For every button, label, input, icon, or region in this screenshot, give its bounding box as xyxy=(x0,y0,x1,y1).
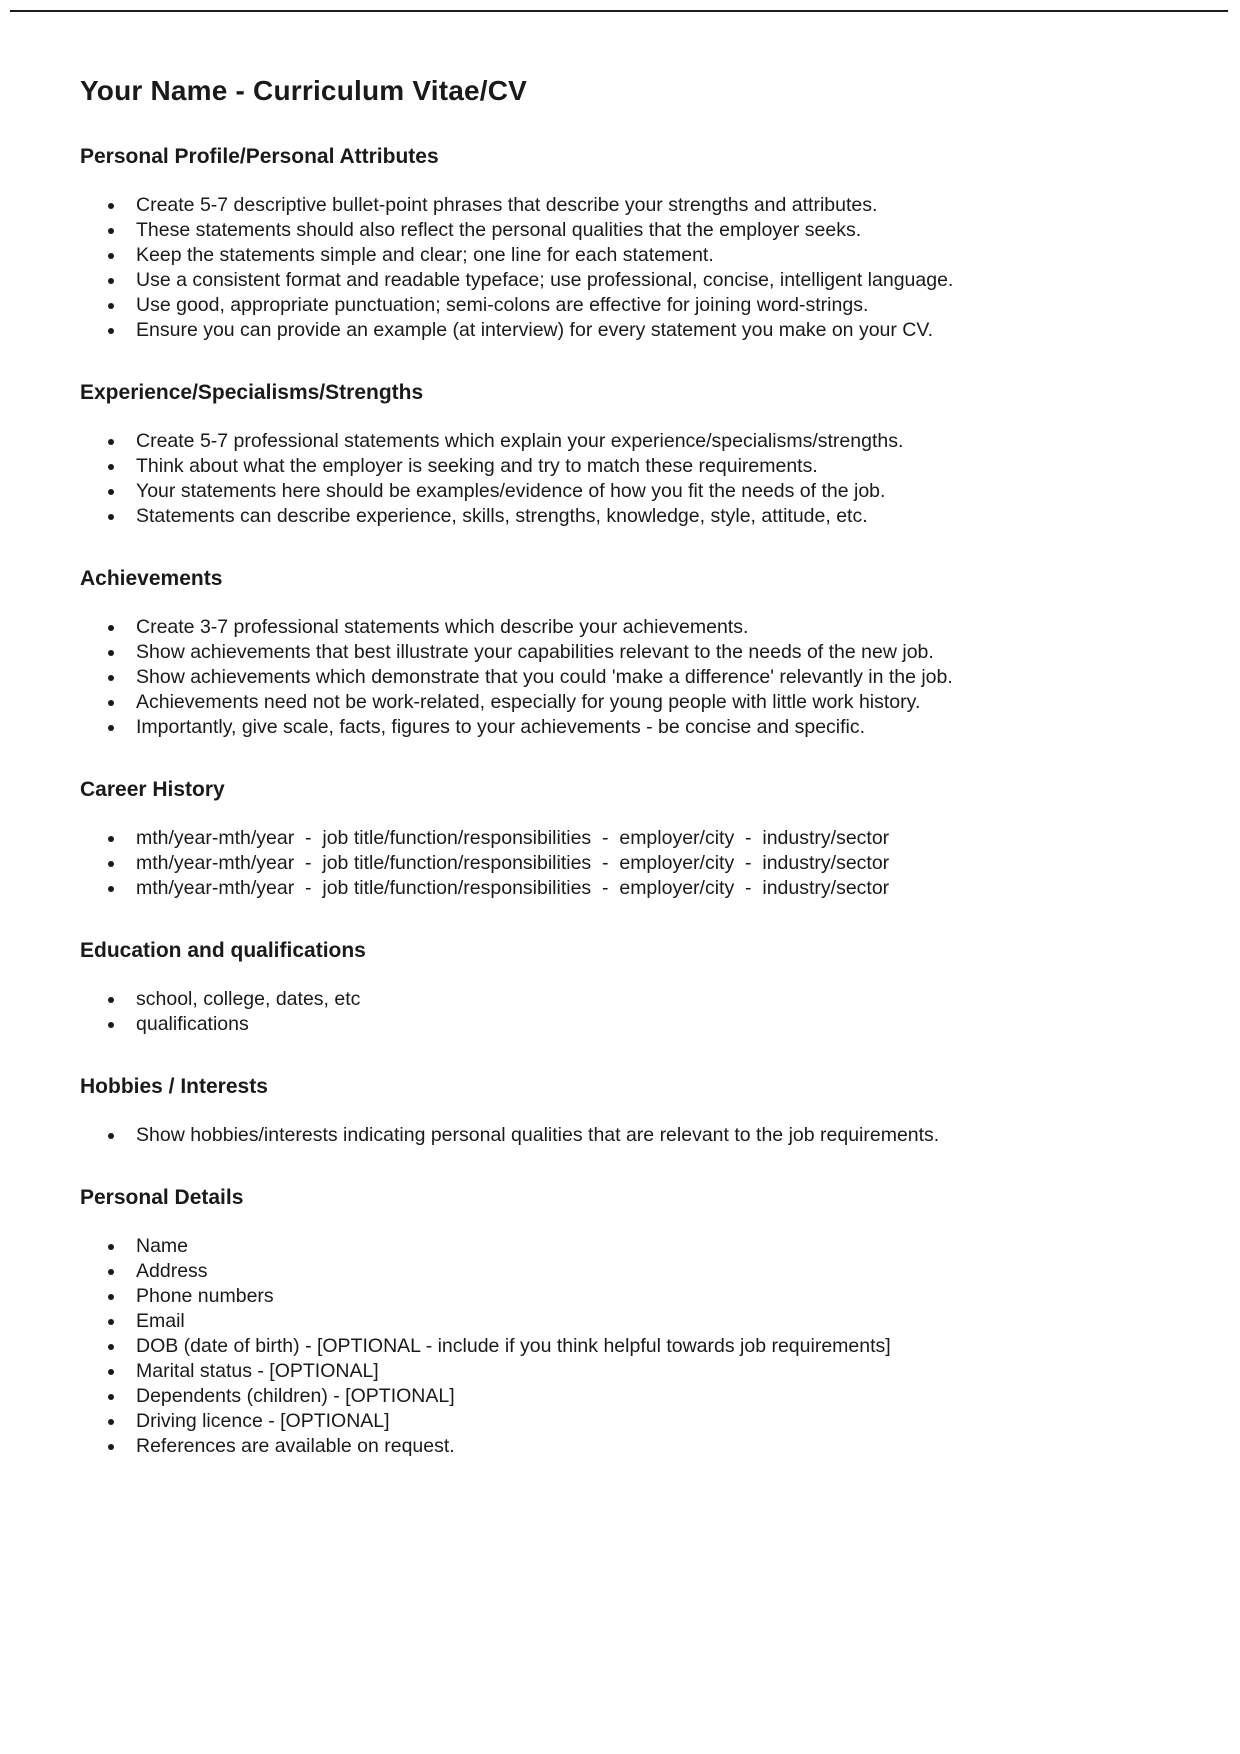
bullet-item: • Dependents (children) - [OPTIONAL] xyxy=(126,1384,1150,1409)
page-title: Your Name - Curriculum Vitae/CV xyxy=(80,75,528,106)
section-bullet-list xyxy=(80,1123,1150,1148)
section-heading: Personal Details xyxy=(80,1186,244,1209)
bullet-item: • Phone numbers xyxy=(126,1284,1150,1309)
section-heading: Career History xyxy=(80,778,225,801)
bullet-item: • mth/year-mth/year - job title/function/responsibilities - employer/city - industry/sector xyxy=(126,826,1150,851)
bullet-item: • Email xyxy=(126,1309,1150,1334)
bullet-item: • Marital status - [OPTIONAL] xyxy=(126,1359,1150,1384)
bullet-item: • Show achievements which demonstrate that you could 'make a difference' relevantly in the job. xyxy=(126,665,1150,690)
section-bullet-list xyxy=(80,1234,1150,1459)
bullet-item: • Keep the statements simple and clear; one line for each statement. xyxy=(126,243,1150,268)
bullet-item: • Your statements here should be examples/evidence of how you fit the needs of the job. xyxy=(126,479,1150,504)
section-heading: Achievements xyxy=(80,567,223,590)
sections-container xyxy=(80,145,1150,1459)
section-bullet-list xyxy=(80,193,1150,343)
bullet-item: • DOB (date of birth) - [OPTIONAL - include if you think helpful towards job requirements] xyxy=(126,1334,1150,1359)
bullet-item: • Show hobbies/interests indicating personal qualities that are relevant to the job requirements. xyxy=(126,1123,1150,1148)
bullet-item: • Driving licence - [OPTIONAL] xyxy=(126,1409,1150,1434)
section-heading: Experience/Specialisms/Strengths xyxy=(80,381,424,404)
bullet-item: • Use good, appropriate punctuation; semi-colons are effective for joining word-strings. xyxy=(126,293,1150,318)
bullet-item: • Name xyxy=(126,1234,1150,1259)
bullet-item: • mth/year-mth/year - job title/function/responsibilities - employer/city - industry/sector xyxy=(126,851,1150,876)
section-heading: Personal Profile/Personal Attributes xyxy=(80,145,439,168)
section-bullet-list xyxy=(80,429,1150,529)
page-top-border xyxy=(10,10,1228,12)
section-bullet-list xyxy=(80,615,1150,740)
bullet-item: • Create 3-7 professional statements which describe your achievements. xyxy=(126,615,1150,640)
bullet-item: • Address xyxy=(126,1259,1150,1284)
bullet-item: • Ensure you can provide an example (at interview) for every statement you make on your CV. xyxy=(126,318,1150,343)
bullet-item: • Importantly, give scale, facts, figures to your achievements - be concise and specific. xyxy=(126,715,1150,740)
bullet-item: • Create 5-7 professional statements which explain your experience/specialisms/strengths. xyxy=(126,429,1150,454)
section-bullet-list xyxy=(80,987,1150,1037)
bullet-item: • References are available on request. xyxy=(126,1434,1150,1459)
bullet-item: • These statements should also reflect the personal qualities that the employer seeks. xyxy=(126,218,1150,243)
section-heading: Education and qualifications xyxy=(80,939,366,962)
bullet-item: • Show achievements that best illustrate your capabilities relevant to the needs of the new job. xyxy=(126,640,1150,665)
section-heading: Hobbies / Interests xyxy=(80,1075,268,1098)
bullet-item: • qualifications xyxy=(126,1012,1150,1037)
bullet-item: • Create 5-7 descriptive bullet-point phrases that describe your strengths and attributes. xyxy=(126,193,1150,218)
bullet-item: • Think about what the employer is seeking and try to match these requirements. xyxy=(126,454,1150,479)
bullet-item: • Statements can describe experience, skills, strengths, knowledge, style, attitude, etc. xyxy=(126,504,1150,529)
bullet-item: • mth/year-mth/year - job title/function/responsibilities - employer/city - industry/sector xyxy=(126,876,1150,901)
bullet-item: • Use a consistent format and readable typeface; use professional, concise, intelligent language. xyxy=(126,268,1150,293)
bullet-item: • Achievements need not be work-related, especially for young people with little work history. xyxy=(126,690,1150,715)
bullet-item: • school, college, dates, etc xyxy=(126,987,1150,1012)
section-bullet-list xyxy=(80,826,1150,901)
